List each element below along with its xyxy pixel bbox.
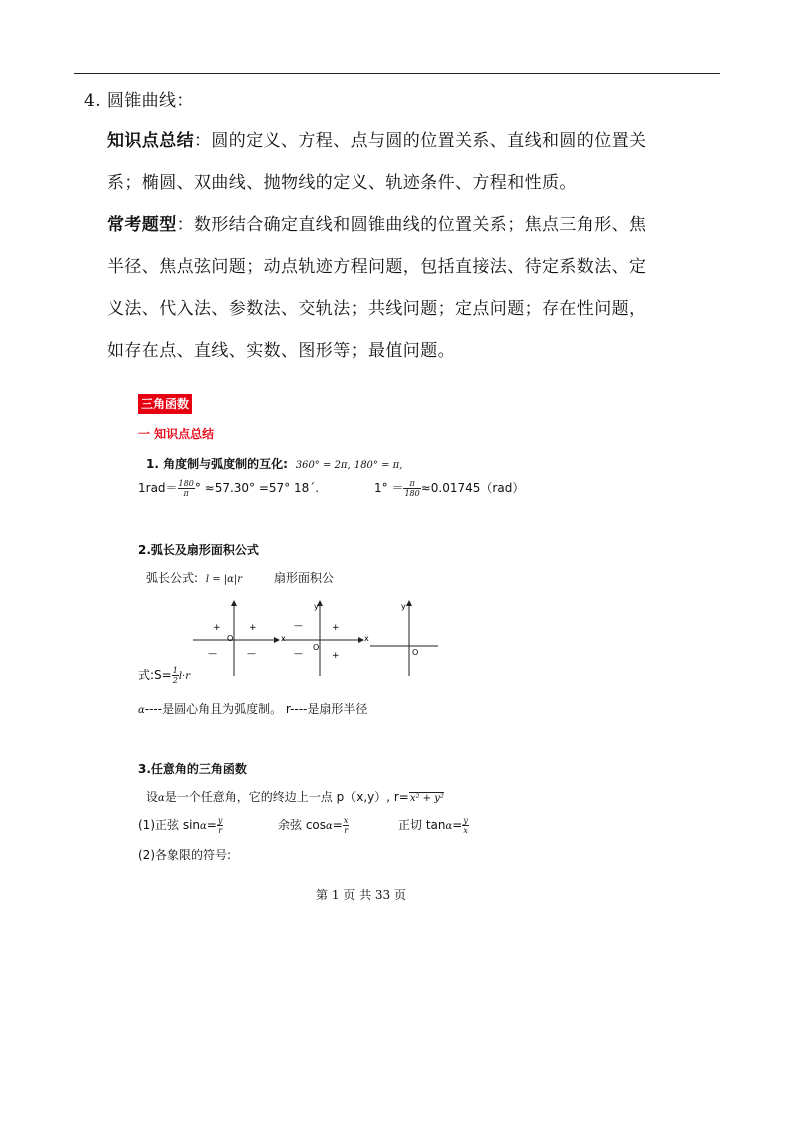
rad-conversion: 1rad＝ $\frac{180}{\pi}$ ° ≈57.30° =57° 18´. [138,479,320,498]
sin-fraction: $\frac{y}{r}$ [217,816,223,835]
x-label-1: x [281,634,286,643]
cos-fraction: $\frac{x}{r}$ [343,816,349,835]
sign-q4-2: + [332,651,340,661]
arc-length-line: 弧长公式: l = |α|r [146,571,243,585]
quadrant-diagrams [190,598,440,678]
summary-line-2: 系；椭圆、双曲线、抛物线的定义、轨迹条件、方程和性质。 [107,173,577,193]
item1-formula: 360° = 2π, 180° = π, [295,460,403,471]
diagram-3 [370,600,438,676]
y-label-2: y [314,602,319,611]
sign-q3-1: — [208,649,217,659]
section-badge: 三角函数 [138,394,192,414]
quadrant-label: (2)各象限的符号: [138,848,232,862]
sign-q4-1: — [247,649,256,659]
diagram-1 [193,600,286,676]
types-line-4: 如存在点、直线、实数、图形等；最值问题。 [107,341,455,361]
origin-2: O [313,643,320,652]
x-arrow-1 [274,637,280,643]
header-rule [74,73,720,74]
x-label-2: x [364,634,369,643]
y-arrow-1 [231,600,237,606]
sector-formula: 式:S= $\frac{1}{2}$ l·r [138,666,190,685]
alpha-note: α----是圆心角且为弧度制。 r----是扇形半径 [138,702,368,716]
types-line-3: 义法、代入法、参数法、交轨法；共线问题；定点问题；存在性问题， [107,299,647,319]
tan-fraction: $\frac{y}{x}$ [463,816,468,835]
types-label: 常考题型 [107,215,177,235]
part-title: 一 知识点总结 [138,427,215,441]
item2-title: 2.弧长及扇形面积公式 [138,543,259,557]
sign-q1-2: + [332,623,340,633]
y-arrow-3 [406,600,412,606]
deg-conversion: 1° ＝ $\frac{\pi}{180}$ ≈0.01745（rad） [374,479,525,498]
arc-formula: l = |α|r [205,574,243,585]
section-heading: 4. 圆锥曲线： [84,91,194,111]
sign-q2-1: + [213,623,221,633]
sqrt-expression: x² + y² [409,793,444,804]
sign-q1-1: + [249,623,257,633]
types-line-1: 常考题型：数形结合确定直线和圆锥曲线的位置关系；焦点三角形、焦 [107,215,647,235]
item1-line: 1. 角度制与弧度制的互化: 360° = 2π, 180° = π, [146,457,403,471]
cos-definition: 余弦 cosα= $\frac{x}{r}$ [278,816,349,835]
summary-label: 知识点总结 [107,131,194,151]
origin-3: O [412,648,419,657]
rad-fraction: $\frac{180}{\pi}$ [178,479,194,498]
deg-fraction: $\frac{\pi}{180}$ [404,479,420,498]
sector-fraction: $\frac{1}{2}$ [172,666,178,685]
y-label-3: y [401,602,406,611]
page-footer: 第 1 页 共 33 页 [316,888,406,902]
sign-q3-2: — [294,649,303,659]
origin-1: O [227,634,234,643]
item3-title: 3.任意角的三角函数 [138,762,247,776]
summary-line-1: 知识点总结：圆的定义、方程、点与圆的位置关系、直线和圆的位置关 [107,131,647,151]
sign-q2-2: — [294,621,303,631]
any-angle-line: 设α是一个任意角，它的终边上一点 p（x,y）, r=x² + y² [146,790,444,804]
sector-label: 扇形面积公 [274,571,335,585]
diagram-2 [282,600,369,676]
types-line-2: 半径、焦点弦问题；动点轨迹方程问题，包括直接法、待定系数法、定 [107,257,647,277]
sin-definition: (1)正弦 sinα= $\frac{y}{r}$ [138,816,223,835]
tan-definition: 正切 tanα= $\frac{y}{x}$ [398,816,468,835]
